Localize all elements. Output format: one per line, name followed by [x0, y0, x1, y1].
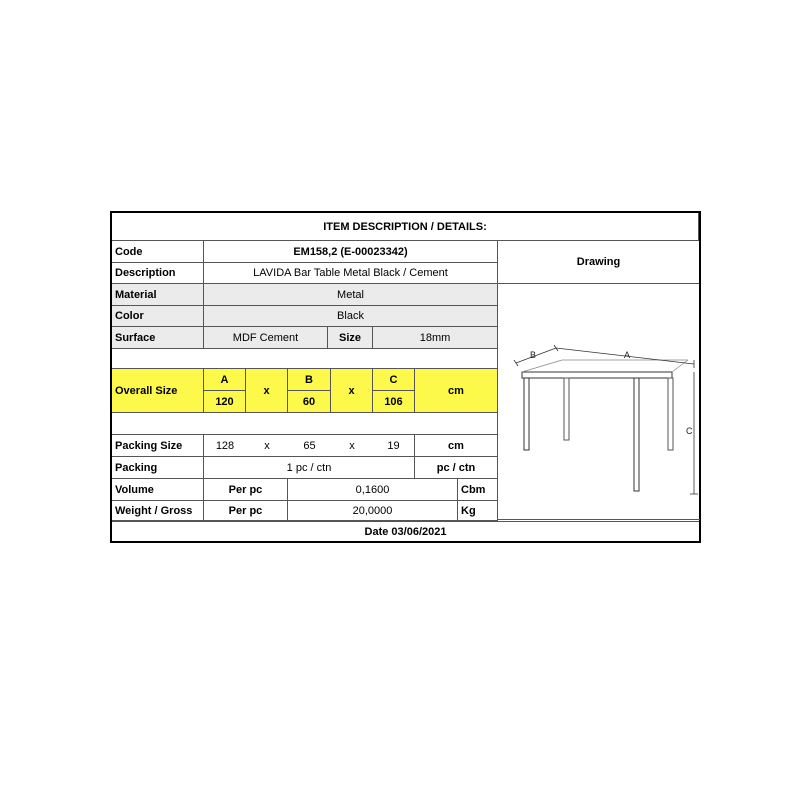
- surface-value: MDF Cement: [204, 327, 328, 349]
- dimension-a-label: A: [624, 349, 631, 360]
- material-value: Metal: [204, 284, 498, 306]
- spacer-row: [112, 349, 498, 369]
- packing-size-a: 128: [204, 435, 246, 457]
- overall-size-a-value: 120: [204, 391, 246, 413]
- packing-size-unit: cm: [415, 435, 498, 457]
- description-label: Description: [112, 263, 204, 284]
- drawing-area: [498, 284, 700, 520]
- footer-date: Date 03/06/2021: [112, 521, 699, 541]
- item-details-sheet: [110, 211, 701, 543]
- volume-label: Volume: [112, 479, 204, 501]
- volume-value: 0,1600: [288, 479, 458, 501]
- weight-value: 20,0000: [288, 501, 458, 521]
- overall-size-c-label: C: [373, 369, 415, 391]
- overall-size-c-value: 106: [373, 391, 415, 413]
- table-top: [522, 372, 672, 378]
- description-value: LAVIDA Bar Table Metal Black / Cement: [204, 263, 498, 284]
- packing-size-b: 65: [288, 435, 331, 457]
- sheet-title: ITEM DESCRIPTION / DETAILS:: [112, 213, 699, 241]
- volume-per: Per pc: [204, 479, 288, 501]
- packing-value: 1 pc / ctn: [204, 457, 415, 479]
- color-value: Black: [204, 306, 498, 327]
- size-label: Size: [328, 327, 373, 349]
- front-right-leg: [634, 378, 639, 491]
- packing-label: Packing: [112, 457, 204, 479]
- packing-size-label: Packing Size: [112, 435, 204, 457]
- table-drawing: [498, 284, 700, 520]
- dimension-c-label: C: [686, 425, 693, 436]
- front-left-leg: [524, 378, 529, 450]
- surface-label: Surface: [112, 327, 204, 349]
- overall-size-a-label: A: [204, 369, 246, 391]
- packing-unit: pc / ctn: [415, 457, 498, 479]
- weight-label: Weight / Gross: [112, 501, 204, 521]
- packing-size-x1: x: [246, 435, 288, 457]
- overall-size-x1: x: [246, 369, 288, 413]
- code-label: Code: [112, 241, 204, 263]
- back-left-leg: [564, 378, 569, 440]
- dimension-b-label: B: [530, 349, 537, 360]
- packing-size-c: 19: [373, 435, 415, 457]
- material-label: Material: [112, 284, 204, 306]
- volume-unit: Cbm: [458, 479, 498, 501]
- overall-size-b-label: B: [288, 369, 331, 391]
- overall-size-label: Overall Size: [112, 369, 204, 413]
- size-value: 18mm: [373, 327, 498, 349]
- overall-size-unit: cm: [415, 369, 498, 413]
- spacer-row: [112, 413, 498, 435]
- weight-unit: Kg: [458, 501, 498, 521]
- color-label: Color: [112, 306, 204, 327]
- weight-per: Per pc: [204, 501, 288, 521]
- back-right-leg: [668, 378, 673, 450]
- overall-size-x2: x: [331, 369, 373, 413]
- drawing-label: Drawing: [498, 241, 699, 284]
- packing-size-x2: x: [331, 435, 373, 457]
- code-value: EM158,2 (E-00023342): [204, 241, 498, 263]
- overall-size-b-value: 60: [288, 391, 331, 413]
